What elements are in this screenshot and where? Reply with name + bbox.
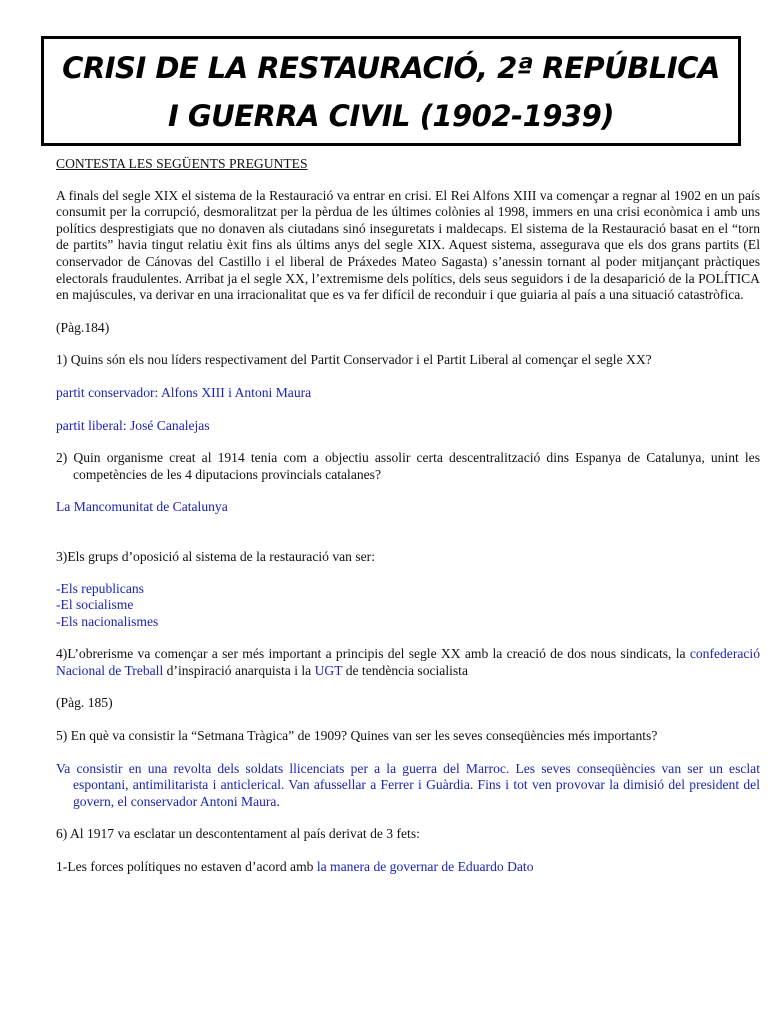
- title-line-1: CRISI DE LA RESTAURACIÓ, 2ª REPÚBLICA: [62, 51, 720, 85]
- answer-3-item: -Els republicans: [56, 580, 144, 596]
- question-4-text-c: de tendència socialista: [342, 662, 468, 678]
- title-box: [41, 36, 741, 146]
- question-4-text-b: d’inspiració anarquista i la: [163, 662, 315, 678]
- question-5: 5) En què va consistir la “Setmana Tràgica” de 1909? Quines van ser les seves conseqüències més importants?: [56, 728, 658, 744]
- page-reference-185: (Pàg. 185): [56, 695, 113, 711]
- answer-2: La Mancomunitat de Catalunya: [56, 499, 228, 515]
- page-reference-184: (Pàg.184): [56, 319, 110, 335]
- answer-4-ugt: UGT: [314, 662, 343, 678]
- question-4-text-a: 4)L’obrerisme va començar a ser més important a principis del segle XX amb la creació de dos nous sindicats, la: [56, 646, 690, 662]
- intro-paragraph: A finals del segle XIX el sistema de la Restauració va entrar en crisi. El Rei Alfons XIII va començar a regnar al 1902 en un país consumit per la corrupció, desmoralitzat per la pèrdua de les últimes colònies al 1998, immers en una crisi econòmica i amb uns polítics desprestigiats que no donaven als ciutadans sinó inseguretats i maldecaps. El sistema de la Restauració basat en el “torn de partits” havia tingut relatiu èxit fins als últims anys del segle XIX. Aquest sistema, assegurava que els dos grans partits (El conservador de Cánovas del Castillo i el liberal de Práxedes Mateo Sagasta) s’anessin tornant al poder mitjançant pràctiques electorals fraudulentes. Arribat ja el segle XX, l’extremisme dels polítics, dels seus seguidors i de la desaparició de la POLÍTICA en majúscules, va derivar en una irracionalitat que es va fer difícil de reconduir i que guiaria al país a una situació catastròfica.: [56, 187, 760, 303]
- question-6: 6) Al 1917 va esclatar un descontentament al país derivat de 3 fets:: [56, 826, 420, 842]
- answer-3-list: [56, 581, 760, 631]
- answer-6-item-1: la manera de governar de Eduardo Dato: [316, 859, 534, 875]
- question-2: 2) Quin organisme creat al 1914 tenia com a objectiu assolir certa descentralització dins Espanya de Catalunya, unint les competències de les 4 diputacions provincials catalanes?: [56, 450, 760, 482]
- answer-5-period: .: [276, 793, 280, 809]
- instructions-heading: CONTESTA LES SEGÜENTS PREGUNTES: [56, 156, 308, 171]
- answer-1-liberal: partit liberal: José Canalejas: [56, 417, 210, 433]
- title-line-2: I GUERRA CIVIL (1902-1939): [167, 99, 615, 133]
- answer-3-item: -El socialisme: [56, 597, 134, 613]
- question-6-item-1-text: 1-Les forces polítiques no estaven d’acord amb: [56, 859, 317, 875]
- question-1: 1) Quins són els nou líders respectivament del Partit Conservador i el Partit Liberal al començar el segle XX?: [56, 352, 652, 368]
- answer-5-text: Va consistir en una revolta dels soldats llicenciats per a la guerra del Marroc. Les seves conseqüències van ser un esclat espontani, antimilitarista i anticlerical. Van afussellar a Ferrer i Guàrdia. Fins i tot ven provovar la dimisió del president del govern, el conservador Antoni Maura: [56, 760, 760, 809]
- answer-4-cnt: confederació Nacional de Treball: [56, 646, 760, 678]
- answer-5: [56, 761, 760, 811]
- question-3: 3)Els grups d’oposició al sistema de la restauració van ser:: [56, 548, 375, 564]
- answer-1-conservative: partit conservador: Alfons XIII i Antoni Maura: [56, 384, 312, 400]
- answer-3-item: -Els nacionalismes: [56, 613, 159, 629]
- question-6-item-1: [56, 859, 760, 876]
- question-4: [56, 646, 760, 679]
- document-body: [56, 150, 760, 876]
